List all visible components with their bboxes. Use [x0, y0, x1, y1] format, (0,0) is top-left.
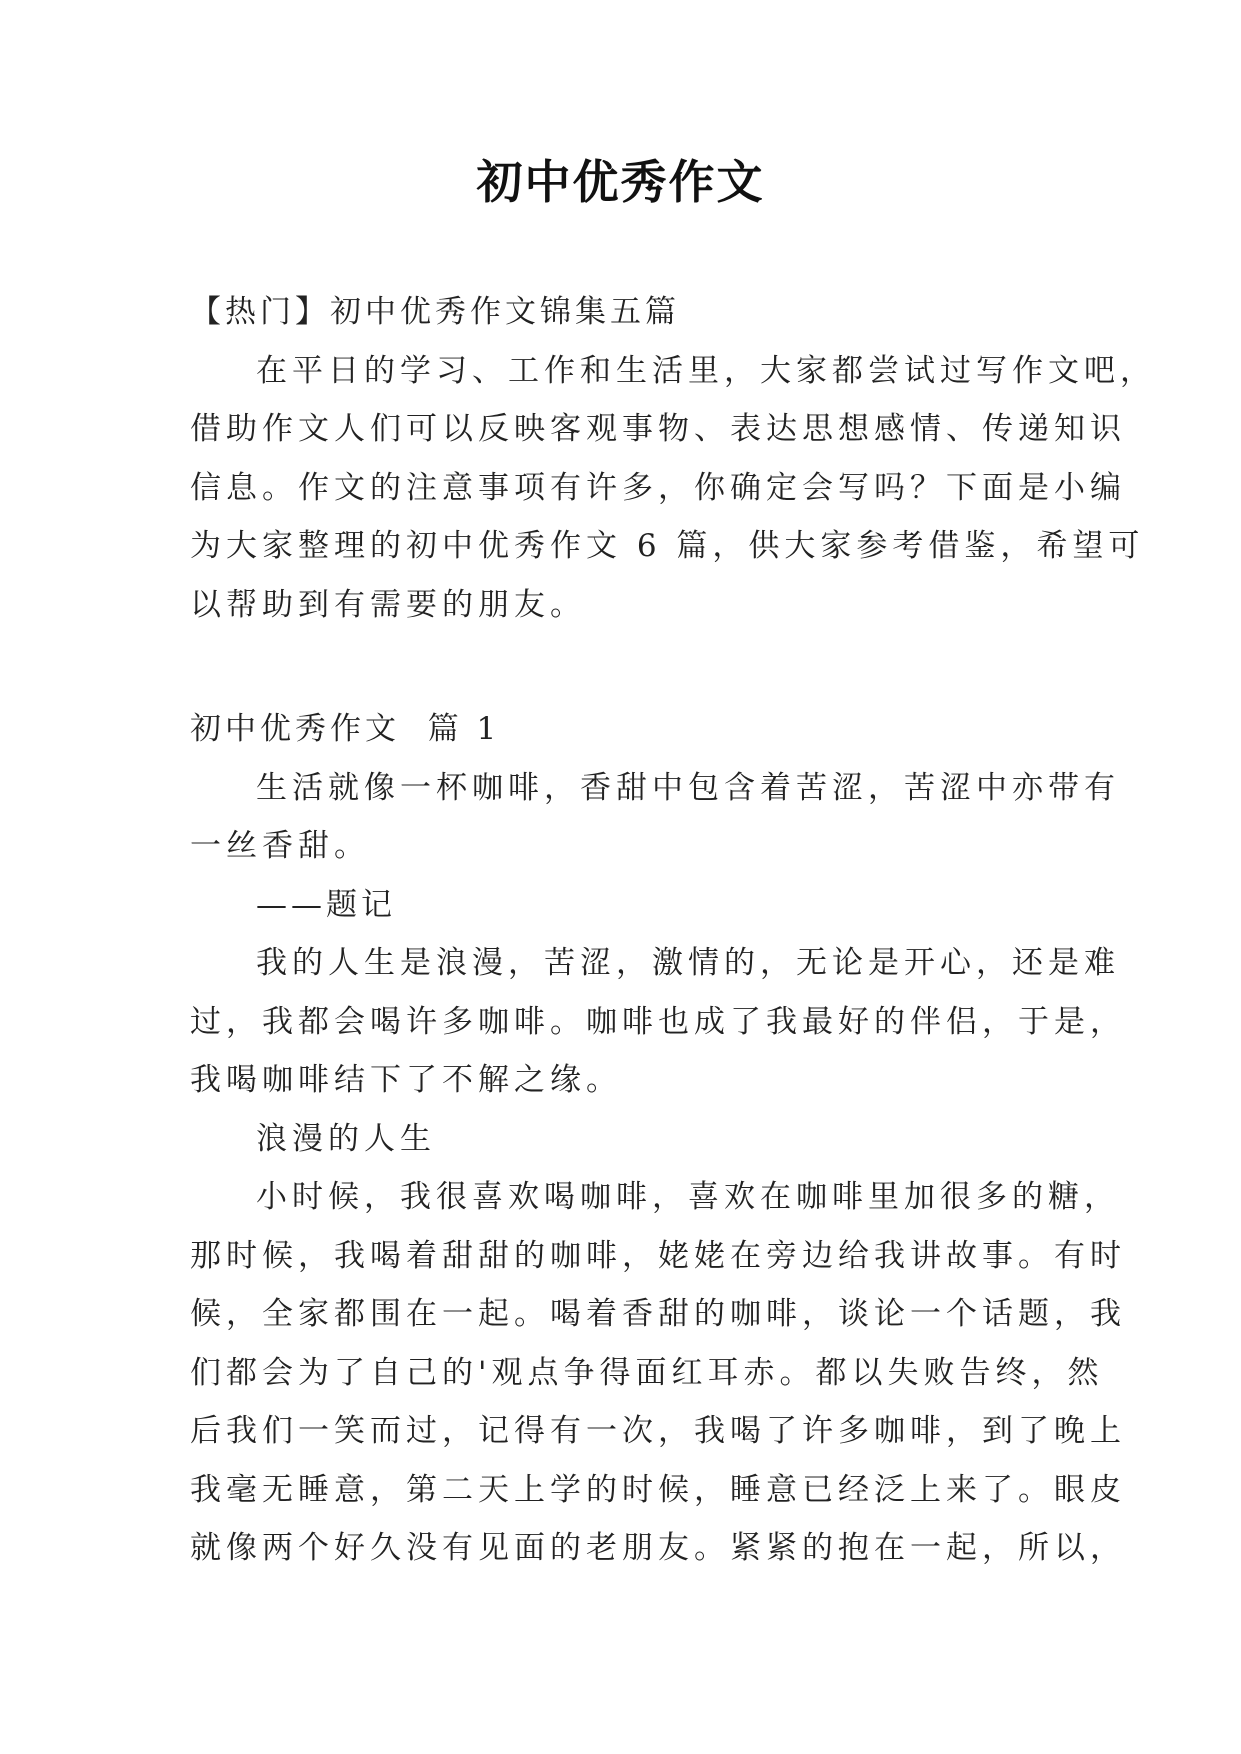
- paragraph-line: 就像两个好久没有见面的老朋友。紧紧的抱在一起，所以，: [190, 1530, 1126, 1566]
- paragraph-line: 后我们一笑而过，记得有一次，我喝了许多咖啡，到了晚上: [190, 1413, 1126, 1449]
- document-title: 初中优秀作文: [476, 155, 765, 209]
- paragraph-line: 们都会为了自己的'观点争得面红耳赤。都以失败告终，然: [190, 1354, 1104, 1391]
- epigraph-line: 生活就像一杯咖啡，香甜中包含着苦涩，苦涩中亦带有: [256, 769, 1120, 806]
- intro-line: 信息。作文的注意事项有许多，你确定会写吗？下面是小编: [190, 469, 1126, 506]
- document-body: [190, 283, 1156, 1578]
- paragraph-line: 小时候，我很喜欢喝咖啡，喜欢在咖啡里加很多的糖，: [256, 1179, 1120, 1215]
- section-heading: 浪漫的人生: [256, 1120, 436, 1157]
- epigraph-line: 一丝香甜。: [190, 828, 370, 864]
- essay-heading: 初中优秀作文 篇 1: [190, 711, 501, 747]
- paragraph-line: 我的人生是浪漫，苦涩，激情的，无论是开心，还是难: [256, 945, 1120, 981]
- section-spacer: [190, 634, 1070, 700]
- intro-line: 借助作文人们可以反映客观事物、表达思想感情、传递知识: [190, 411, 1126, 447]
- paragraph-line: 我喝咖啡结下了不解之缘。: [190, 1062, 622, 1098]
- epigraph-attribution: ——题记: [256, 886, 396, 923]
- intro-subtitle: 【热门】初中优秀作文锦集五篇: [190, 294, 680, 330]
- paragraph-line: 过，我都会喝许多咖啡。咖啡也成了我最好的伴侣，于是，: [190, 1003, 1126, 1040]
- intro-line: 在平日的学习、工作和生活里，大家都尝试过写作文吧，: [256, 352, 1156, 389]
- paragraph-line: 候，全家都围在一起。喝着香甜的咖啡，谈论一个话题，我: [190, 1296, 1126, 1332]
- intro-line: 以帮助到有需要的朋友。: [190, 586, 586, 623]
- paragraph-line: 我毫无睡意，第二天上学的时候，睡意已经泛上来了。眼皮: [190, 1471, 1126, 1508]
- paragraph-line: 那时候，我喝着甜甜的咖啡，姥姥在旁边给我讲故事。有时: [190, 1237, 1126, 1274]
- intro-line: 为大家整理的初中优秀作文 6 篇，供大家参考借鉴，希望可: [190, 528, 1145, 564]
